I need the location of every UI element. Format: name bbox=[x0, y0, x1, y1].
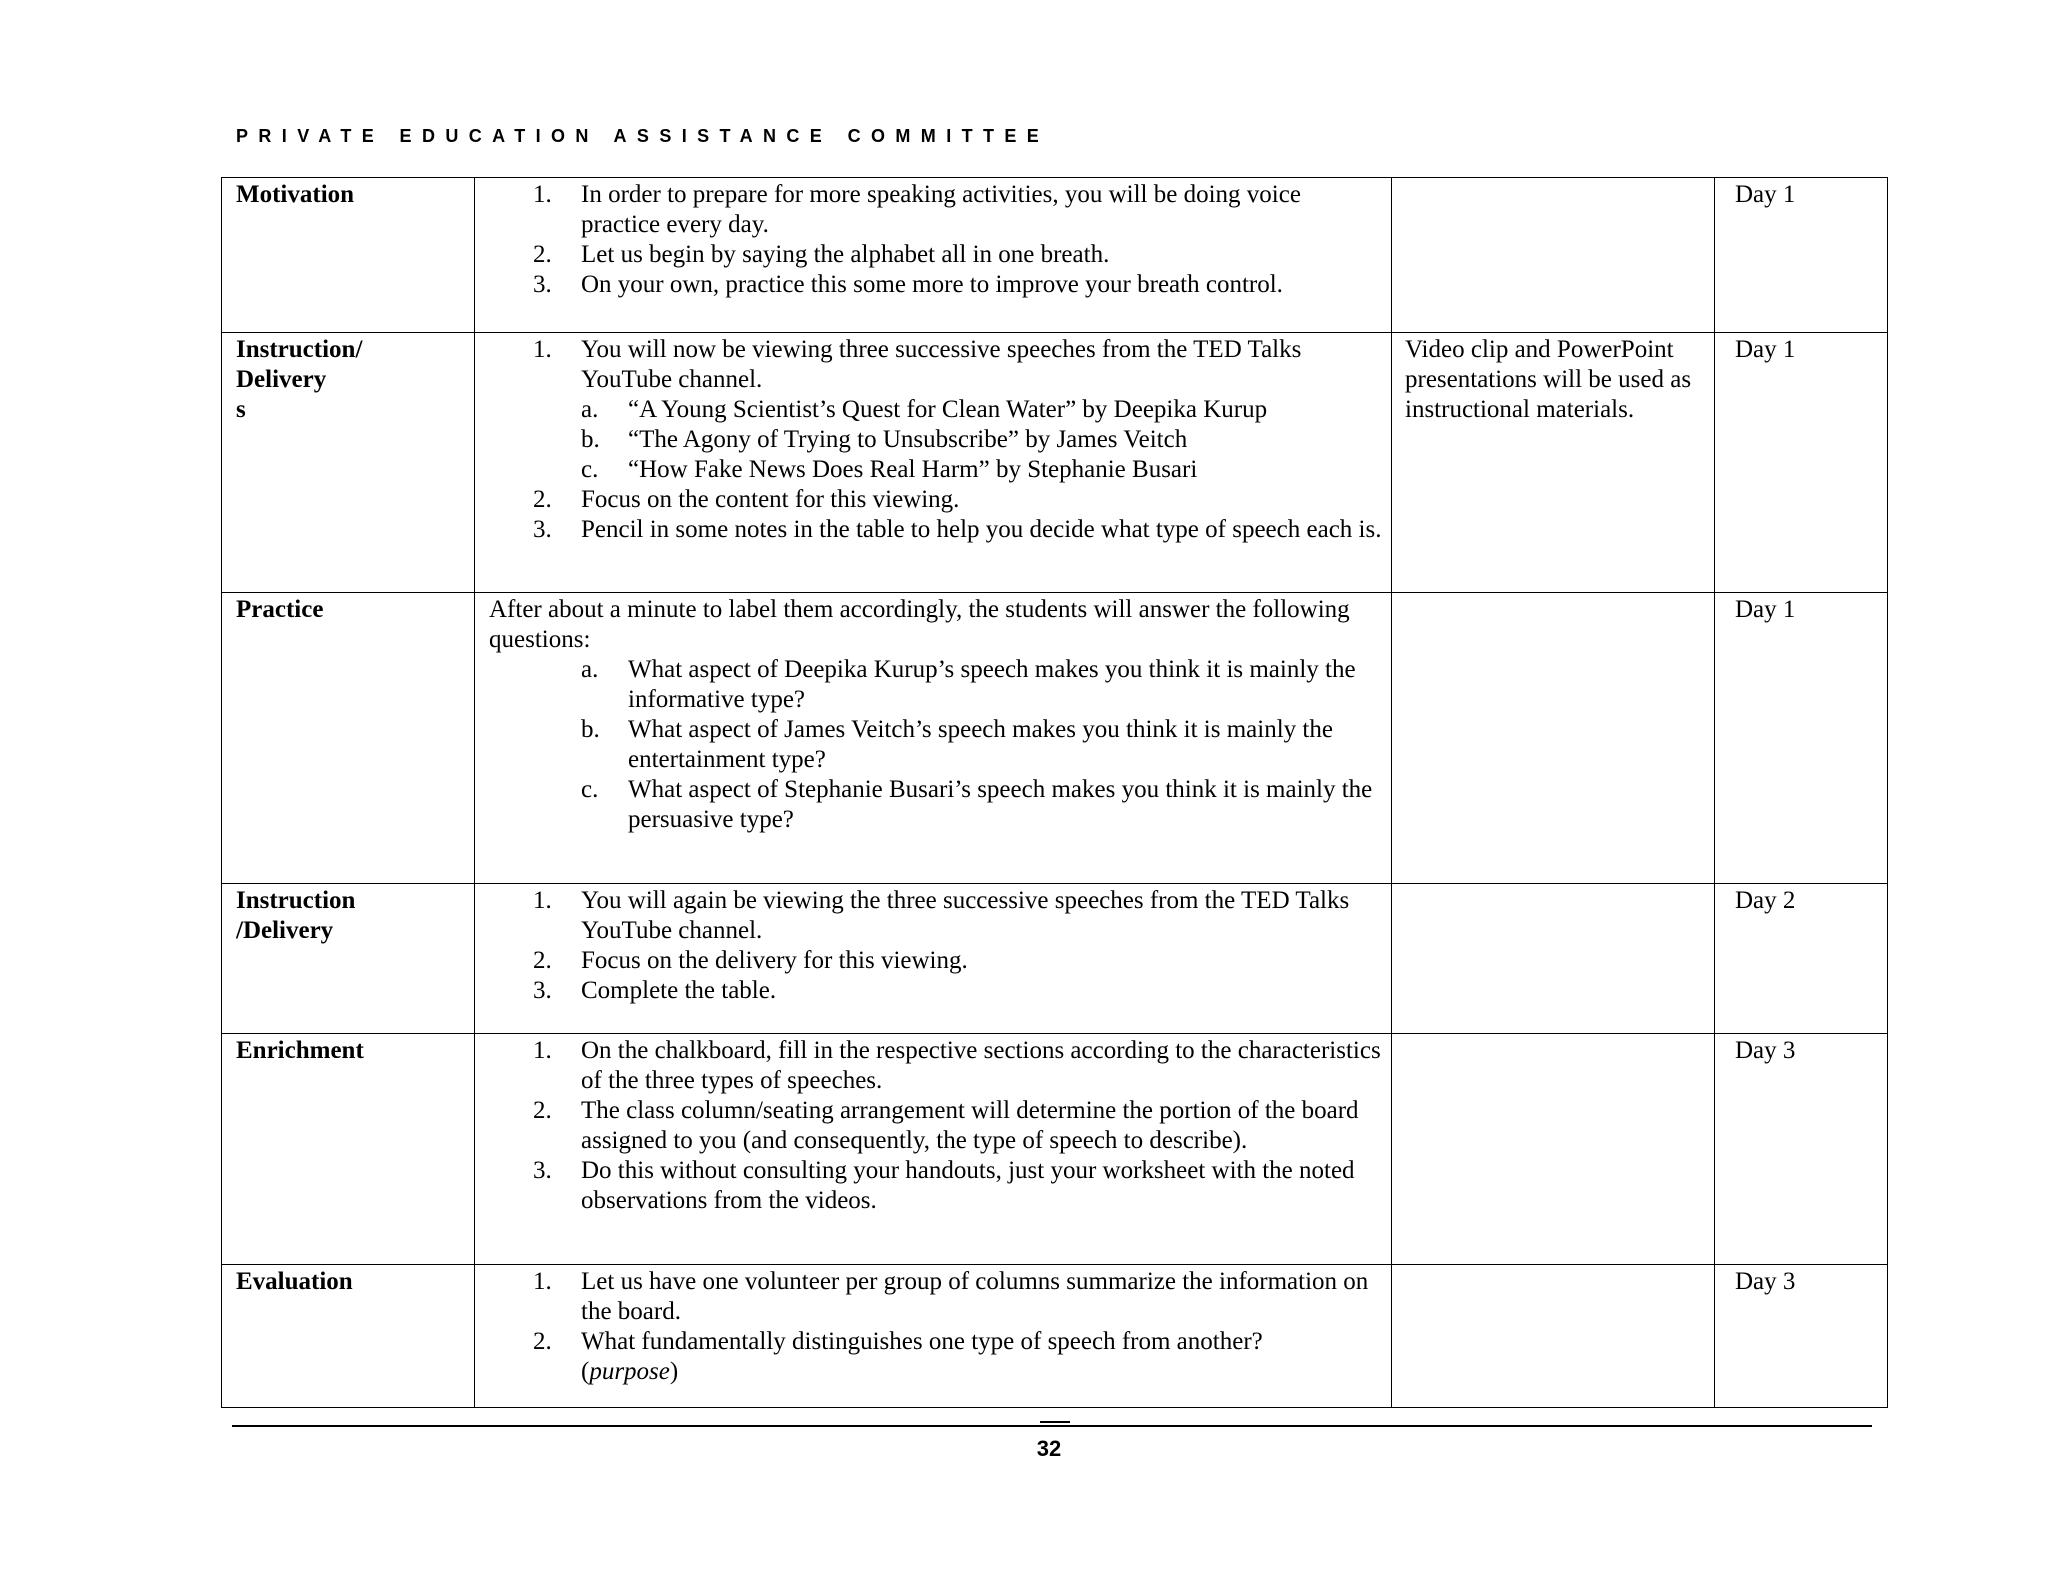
list-item: 2. Let us begin by saying the alphabet all in one breath. bbox=[533, 241, 1110, 268]
table-row-motivation bbox=[222, 178, 1888, 333]
list-item: 1. Let us have one volunteer per group of columns summarize the information on the board. bbox=[533, 1268, 1369, 1325]
list-item: c. “How Fake News Does Real Harm” by Stephanie Busari bbox=[581, 456, 1198, 483]
day-cell: Day 1 bbox=[1715, 178, 1888, 333]
section-label: Evaluation bbox=[222, 1265, 475, 1408]
list-item: 1. You will now be viewing three successive speeches from the TED Talks YouTube channel. bbox=[533, 336, 1302, 393]
list-item: b. “The Agony of Trying to Unsubscribe” by James Veitch bbox=[581, 426, 1188, 453]
list-item: 2. Focus on the delivery for this viewing. bbox=[533, 947, 968, 974]
table-row-instruction-delivery bbox=[222, 333, 1888, 593]
list-item: 2. What fundamentally distinguishes one type of speech from another? (purpose) bbox=[533, 1328, 1263, 1385]
resources-cell bbox=[1392, 178, 1715, 333]
footer-divider bbox=[232, 1425, 1872, 1427]
day-cell: Day 2 bbox=[1715, 884, 1888, 1034]
day-cell: Day 3 bbox=[1715, 1034, 1888, 1265]
resources-cell bbox=[1392, 1034, 1715, 1265]
day-cell: Day 3 bbox=[1715, 1265, 1888, 1408]
section-label: Enrichment bbox=[222, 1034, 475, 1265]
day-cell: Day 1 bbox=[1715, 333, 1888, 593]
list-item: 1. On the chalkboard, fill in the respective sections according to the characteristics of the three types of speeches. bbox=[533, 1037, 1381, 1094]
activity-cell bbox=[475, 333, 1392, 593]
table-row-instruction-delivery-2 bbox=[222, 884, 1888, 1034]
resources-cell bbox=[1392, 1265, 1715, 1408]
section-label: Practice bbox=[222, 593, 475, 884]
list-item: 1. In order to prepare for more speaking activities, you will be doing voice practice every day. bbox=[533, 181, 1301, 238]
table-row-practice bbox=[222, 593, 1888, 884]
activity-cell bbox=[475, 884, 1392, 1034]
lesson-plan-table bbox=[221, 177, 1888, 1408]
table-row-enrichment bbox=[222, 1034, 1888, 1265]
list-item: 2. The class column/seating arrangement will determine the portion of the board assigned to you (and consequently, the type of speech to describe). bbox=[533, 1097, 1359, 1154]
list-item: a. “A Young Scientist’s Quest for Clean Water” by Deepika Kurup bbox=[581, 396, 1268, 423]
list-item: 3. Do this without consulting your handouts, just your worksheet with the noted observations from the videos. bbox=[533, 1157, 1355, 1214]
list-item: a. What aspect of Deepika Kurup’s speech makes you think it is mainly the informative type? bbox=[581, 656, 1356, 713]
list-item: b. What aspect of James Veitch’s speech makes you think it is mainly the entertainment type? bbox=[581, 716, 1333, 773]
activity-cell bbox=[475, 593, 1392, 884]
section-label: Instruction /Delivery bbox=[222, 884, 475, 1034]
resources-cell bbox=[1392, 593, 1715, 884]
activity-cell bbox=[475, 1034, 1392, 1265]
resources-cell: Video clip and PowerPoint presentations will be used as instructional materials. bbox=[1392, 333, 1715, 593]
list-item: 3. Complete the table. bbox=[533, 977, 777, 1004]
resources-cell bbox=[1392, 884, 1715, 1034]
list-item: 2. Focus on the content for this viewing. bbox=[533, 486, 960, 513]
list-item: c. What aspect of Stephanie Busari’s speech makes you think it is mainly the persuasive type? bbox=[581, 776, 1373, 833]
page-header: PRIVATE EDUCATION ASSISTANCE COMMITTEE bbox=[236, 126, 1050, 146]
practice-intro: After about a minute to label them accordingly, the students will answer the following questions: bbox=[489, 596, 1350, 653]
list-item: 3. On your own, practice this some more to improve your breath control. bbox=[533, 271, 1283, 298]
answer-hint: purpose bbox=[589, 1358, 670, 1385]
list-item: 1. You will again be viewing the three successive speeches from the TED Talks YouTube channel. bbox=[533, 887, 1350, 944]
section-label: Instruction/ Delivery s bbox=[222, 333, 475, 593]
section-label: Motivation bbox=[222, 178, 475, 333]
footer-tick bbox=[1040, 1421, 1070, 1423]
activity-cell bbox=[475, 1265, 1392, 1408]
activity-cell bbox=[475, 178, 1392, 333]
page-number: 32 bbox=[1036, 1436, 1062, 1461]
list-item: 3. Pencil in some notes in the table to help you decide what type of speech each is. bbox=[533, 516, 1382, 543]
day-cell: Day 1 bbox=[1715, 593, 1888, 884]
table-row-evaluation bbox=[222, 1265, 1888, 1408]
